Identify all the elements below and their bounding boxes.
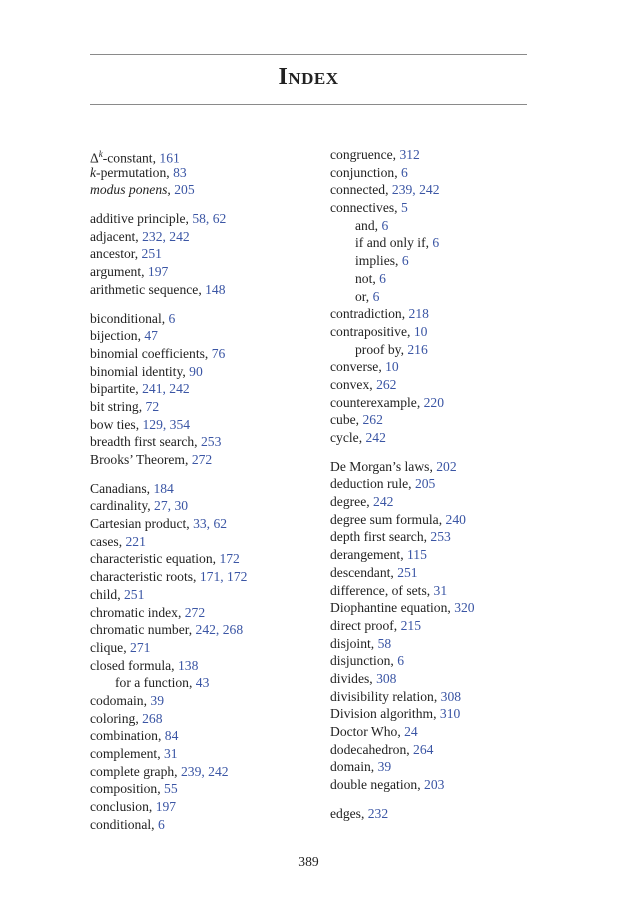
index-term: Doctor Who — [330, 724, 398, 739]
index-entry: bijection, 47 — [90, 328, 158, 344]
index-page-link[interactable]: 6 — [400, 164, 408, 180]
index-term: conditional — [90, 816, 152, 832]
index-page-link[interactable]: 83 — [173, 164, 187, 180]
index-term: descendant — [330, 564, 391, 580]
index-term: De Morgan’s laws — [330, 458, 430, 474]
index-page-link[interactable]: 138 — [177, 657, 199, 673]
index-page-link[interactable]: 6 — [401, 253, 409, 269]
index-term: complement — [90, 746, 158, 761]
index-entry: arithmetic sequence, 148 — [90, 281, 226, 297]
index-entry: deduction rule, 205 — [330, 476, 436, 492]
index-entry: closed formula, 138 — [90, 657, 199, 673]
index-term: domain — [330, 759, 371, 775]
index-page-link[interactable]: 205 — [414, 476, 436, 492]
index-entry: $\Delta^k$-constant, 161 — [90, 149, 180, 166]
index-page-link[interactable]: 242 — [365, 430, 386, 445]
page-number: 389 — [298, 854, 319, 869]
index-page-link[interactable]: 115 — [407, 547, 427, 563]
index-page-link[interactable]: 262 — [362, 412, 383, 428]
index-subentry: or, 6 — [355, 288, 380, 304]
index-term-superscript: k — [98, 149, 103, 159]
index-page-link[interactable]: 197 — [155, 799, 177, 815]
index-term: complete graph — [90, 763, 175, 779]
index-term-suffix: -constant — [102, 150, 153, 166]
index-term: contrapositive — [330, 323, 408, 339]
index-column-left — [90, 146, 330, 844]
index-page-link[interactable]: 58, 62 — [192, 211, 227, 227]
index-entry: composition, 55 — [90, 781, 178, 797]
index-entry: edges, 232 — [330, 805, 389, 821]
index-page-link[interactable]: 232, 242 — [142, 228, 190, 244]
index-term: adjacent — [90, 228, 136, 244]
index-entry: Doctor Who, 24 — [330, 724, 418, 739]
index-entry: cycle, 242 — [330, 430, 386, 445]
index-term: degree — [330, 494, 367, 510]
index-term: codomain — [90, 692, 144, 708]
index-page-link[interactable]: 6 — [372, 288, 380, 304]
index-entry: derangement, 115 — [330, 547, 427, 563]
index-entry: adjacent, 232, 242 — [90, 228, 190, 244]
index-subentry: proof by, 216 — [355, 341, 428, 357]
index-term: binomial identity — [90, 363, 183, 379]
index-page-link[interactable]: 33, 62 — [193, 516, 228, 532]
index-entry: connected, 239, 242 — [330, 182, 440, 198]
index-term: deduction rule — [330, 476, 409, 492]
index-subentry: if and only if, 6 — [355, 235, 440, 251]
index-page-link[interactable]: 10 — [413, 323, 428, 339]
index-term: bijection — [90, 328, 138, 344]
index-page-link[interactable]: 216 — [407, 341, 428, 357]
index-term: double negation — [330, 777, 418, 793]
index-page-link[interactable]: 24 — [404, 724, 418, 739]
index-page-link[interactable]: 58 — [377, 635, 392, 651]
index-term: argument — [90, 264, 142, 280]
index-term: degree sum formula — [330, 511, 439, 527]
index-entry: biconditional, 6 — [90, 310, 176, 326]
index-term: if and only if — [355, 235, 426, 251]
index-entry: clique, 271 — [90, 639, 151, 655]
index-term: divides — [330, 670, 370, 686]
index-term: arithmetic sequence — [90, 281, 199, 297]
index-page-link[interactable]: 6 — [432, 235, 440, 251]
index-entry: De Morgan’s laws, 202 — [330, 458, 457, 474]
index-page-link[interactable]: 90 — [189, 363, 203, 379]
index-entry: degree, 242 — [330, 494, 394, 510]
index-entry: ancestor, 251 — [90, 246, 162, 262]
index-term: coloring — [90, 710, 136, 726]
index-page-link[interactable]: 39 — [377, 759, 392, 775]
index-page-link[interactable]: 6 — [379, 270, 386, 286]
index-entry: Brooks’ Theorem, 272 — [90, 452, 213, 467]
index-entry: binomial identity, 90 — [90, 363, 203, 379]
index-term: chromatic number — [90, 622, 189, 638]
index-page-link[interactable]: 171, 172 — [199, 569, 248, 585]
index-entry: convex, 262 — [330, 376, 397, 392]
index-entry: divisibility relation, 308 — [330, 688, 462, 704]
index-entry: cardinality, 27, 30 — [90, 498, 189, 514]
index-term: characteristic equation — [90, 551, 213, 567]
index-page-link[interactable]: 262 — [376, 376, 397, 392]
index-group — [330, 146, 570, 447]
index-page-link[interactable]: 251 — [123, 586, 145, 602]
index-entry: binomial coefficients, 76 — [90, 345, 226, 361]
index-page-link[interactable]: 43 — [195, 675, 210, 691]
index-term: connected — [330, 182, 386, 198]
index-page-link[interactable]: 39 — [150, 692, 164, 708]
index-term: bit string — [90, 398, 139, 414]
index-page-link[interactable]: 221 — [125, 533, 146, 549]
index-term: derangement — [330, 547, 401, 563]
index-page-link[interactable]: 251 — [397, 564, 418, 580]
page-title: Index — [278, 64, 339, 90]
index-term: Division algorithm — [330, 706, 434, 722]
index-page-link[interactable]: 320 — [454, 600, 475, 616]
index-page-link[interactable]: 31 — [433, 582, 448, 598]
index-term: divisibility relation — [330, 688, 434, 704]
index-page-link[interactable]: 312 — [399, 147, 420, 162]
index-page-link[interactable]: 242 — [373, 494, 394, 510]
index-entry: child, 251 — [90, 586, 145, 602]
index-entry: Canadians, 184 — [90, 480, 174, 496]
index-group — [90, 480, 330, 834]
index-term: characteristic roots — [90, 569, 194, 585]
index-subentry: not, 6 — [355, 270, 386, 286]
index-entry: disjoint, 58 — [330, 635, 392, 651]
index-page-link[interactable]: 172 — [219, 551, 240, 567]
index-page-link[interactable]: 253 — [200, 434, 222, 450]
index-term: child — [90, 586, 118, 602]
index-term: conclusion — [90, 799, 149, 815]
index-group — [90, 310, 330, 469]
index-entry: argument, 197 — [90, 264, 169, 280]
index-page-link[interactable]: 239, 242 — [391, 182, 440, 198]
index-page-link[interactable]: 241, 242 — [142, 381, 190, 397]
index-entry: characteristic roots, 171, 172 — [90, 569, 248, 585]
index-entry: complete graph, 239, 242 — [90, 763, 229, 779]
index-page-link[interactable]: 148 — [205, 281, 226, 297]
index-term: counterexample — [330, 394, 417, 410]
index-page-link[interactable]: 271 — [130, 639, 151, 655]
index-page-link[interactable]: 27, 30 — [154, 498, 189, 514]
index-term: conjunction — [330, 164, 395, 180]
index-term: connectives — [330, 200, 395, 216]
index-entry: degree sum formula, 240 — [330, 511, 466, 527]
index-page-link[interactable]: 240 — [445, 511, 466, 527]
index-page-link[interactable]: 47 — [144, 328, 158, 344]
index-entry: complement, 31 — [90, 746, 178, 761]
index-term: or — [355, 288, 366, 304]
index-page-link[interactable]: 129, 354 — [142, 416, 191, 432]
index-term: chromatic index — [90, 604, 178, 620]
top-rule — [90, 54, 527, 55]
index-term: modus ponens — [90, 182, 168, 198]
index-page-link[interactable]: 308 — [376, 670, 397, 686]
index-entry: bow ties, 129, 354 — [90, 416, 191, 432]
index-entry: codomain, 39 — [90, 692, 164, 708]
index-term: direct proof — [330, 617, 394, 633]
index-term: disjoint — [330, 635, 371, 651]
index-entry: connectives, 5 — [330, 200, 408, 216]
index-term: Cartesian product — [90, 516, 187, 532]
index-term: bow ties — [90, 416, 136, 432]
index-term: Diophantine equation — [330, 600, 448, 616]
index-term: binomial coefficients — [90, 345, 205, 361]
index-page-link[interactable]: 310 — [439, 706, 461, 722]
index-page-link[interactable]: 264 — [413, 741, 434, 757]
index-page-link[interactable]: 203 — [424, 777, 445, 793]
index-page-link[interactable]: 6 — [157, 816, 165, 832]
index-term: combination — [90, 728, 158, 744]
index-entry: combination, 84 — [90, 728, 179, 744]
index-subentry: for a function, 43 — [115, 675, 210, 691]
index-term: Brooks’ Theorem — [90, 452, 186, 467]
index-term: bipartite — [90, 381, 136, 397]
index-term: composition — [90, 781, 158, 797]
index-entry: domain, 39 — [330, 759, 392, 775]
index-entry: coloring, 268 — [90, 710, 163, 726]
index-term: contradiction — [330, 306, 402, 322]
index-term: difference, of sets — [330, 582, 427, 598]
index-term: Δ — [90, 150, 99, 166]
index-group — [330, 805, 570, 823]
index-entry: dodecahedron, 264 — [330, 741, 434, 757]
index-term: cardinality — [90, 498, 148, 514]
index-page-link[interactable]: 6 — [397, 653, 405, 669]
index-term: cube — [330, 412, 356, 428]
index-page-link[interactable]: 72 — [145, 398, 160, 414]
index-page-link[interactable]: 232 — [367, 805, 389, 821]
index-entry: disjunction, 6 — [330, 653, 405, 669]
index-entry: descendant, 251 — [330, 564, 418, 580]
index-entry: counterexample, 220 — [330, 394, 444, 410]
index-entry: k-permutation, 83 — [90, 164, 187, 180]
index-page-link[interactable]: 242, 268 — [195, 622, 244, 638]
index-term: and — [355, 217, 375, 233]
index-term: converse — [330, 359, 379, 375]
index-entry: characteristic equation, 172 — [90, 551, 240, 567]
index-term: k — [90, 164, 97, 180]
index-column-right — [330, 146, 570, 833]
index-page-link[interactable]: 161 — [159, 150, 180, 166]
index-page-link[interactable]: 308 — [440, 688, 462, 704]
index-entry: depth first search, 253 — [330, 529, 451, 545]
index-page-link[interactable]: 205 — [174, 182, 195, 198]
index-page-link[interactable]: 218 — [408, 306, 429, 322]
index-term: edges — [330, 805, 361, 821]
index-entry: conjunction, 6 — [330, 164, 408, 180]
index-group — [90, 210, 330, 298]
index-page-link[interactable]: 10 — [385, 359, 399, 375]
index-entry: Diophantine equation, 320 — [330, 600, 475, 616]
index-term: depth first search — [330, 529, 424, 545]
index-entry: contrapositive, 10 — [330, 323, 428, 339]
bottom-rule — [90, 104, 527, 105]
index-term: disjunction — [330, 653, 391, 669]
index-page-link[interactable]: 239, 242 — [180, 763, 229, 779]
index-term: ancestor — [90, 246, 135, 262]
index-subentry: and, 6 — [355, 217, 389, 233]
index-entry: Division algorithm, 310 — [330, 706, 461, 722]
index-page-link[interactable]: 272 — [184, 604, 206, 620]
index-group — [90, 146, 330, 199]
index-page-link[interactable]: 5 — [400, 200, 408, 216]
index-entry: chromatic number, 242, 268 — [90, 622, 244, 638]
index-entry: modus ponens, 205 — [90, 182, 195, 198]
index-term: Canadians — [90, 480, 147, 496]
index-page-link[interactable]: 272 — [191, 452, 213, 467]
index-page-link[interactable]: 202 — [436, 458, 457, 474]
index-term: dodecahedron — [330, 741, 407, 757]
index-entry: cases, 221 — [90, 533, 146, 549]
index-page-link[interactable]: 268 — [142, 710, 163, 726]
index-page-link[interactable]: 253 — [430, 529, 451, 545]
index-term: proof by — [355, 341, 401, 357]
index-term: not — [355, 270, 373, 286]
index-term: clique — [90, 639, 124, 655]
index-term: additive principle — [90, 211, 186, 227]
index-page-link[interactable]: 31 — [164, 746, 178, 761]
index-term: cycle — [330, 430, 359, 445]
index-subentry: implies, 6 — [355, 253, 409, 269]
index-page-link[interactable]: 55 — [164, 781, 178, 797]
index-term: biconditional — [90, 310, 162, 326]
index-term: cases — [90, 533, 119, 549]
index-entry: Cartesian product, 33, 62 — [90, 516, 228, 532]
index-page-link[interactable]: 215 — [400, 617, 421, 633]
index-entry: chromatic index, 272 — [90, 604, 206, 620]
index-term-suffix: -permutation — [96, 164, 167, 180]
index-entry: divides, 308 — [330, 670, 397, 686]
index-entry: cube, 262 — [330, 412, 383, 428]
index-term: closed formula — [90, 657, 172, 673]
index-entry: double negation, 203 — [330, 777, 445, 793]
index-entry: conditional, 6 — [90, 816, 165, 832]
index-entry: conclusion, 197 — [90, 799, 177, 815]
index-entry: bit string, 72 — [90, 398, 160, 414]
index-entry: difference, of sets, 31 — [330, 582, 448, 598]
index-page-link[interactable]: 6 — [168, 310, 176, 326]
index-entry: additive principle, 58, 62 — [90, 211, 227, 227]
index-page-link[interactable]: 84 — [164, 728, 179, 744]
index-entry: direct proof, 215 — [330, 617, 421, 633]
index-page-link[interactable]: 6 — [381, 217, 389, 233]
index-entry: contradiction, 218 — [330, 306, 429, 322]
index-page-link[interactable]: 220 — [423, 394, 444, 410]
index-term: breadth first search — [90, 434, 195, 450]
index-entry: bipartite, 241, 242 — [90, 381, 190, 397]
index-page-link[interactable]: 197 — [147, 264, 169, 280]
index-term: for a function — [115, 675, 189, 691]
index-entry: breadth first search, 253 — [90, 434, 222, 450]
index-term: congruence — [330, 147, 393, 162]
index-entry: converse, 10 — [330, 359, 399, 375]
index-page-link[interactable]: 76 — [211, 345, 226, 361]
index-entry: congruence, 312 — [330, 147, 420, 162]
index-term: implies — [355, 253, 396, 269]
index-page-link[interactable]: 251 — [141, 246, 162, 262]
index-group — [330, 458, 570, 794]
index-page-link[interactable]: 184 — [153, 480, 174, 496]
index-term: convex — [330, 376, 370, 392]
